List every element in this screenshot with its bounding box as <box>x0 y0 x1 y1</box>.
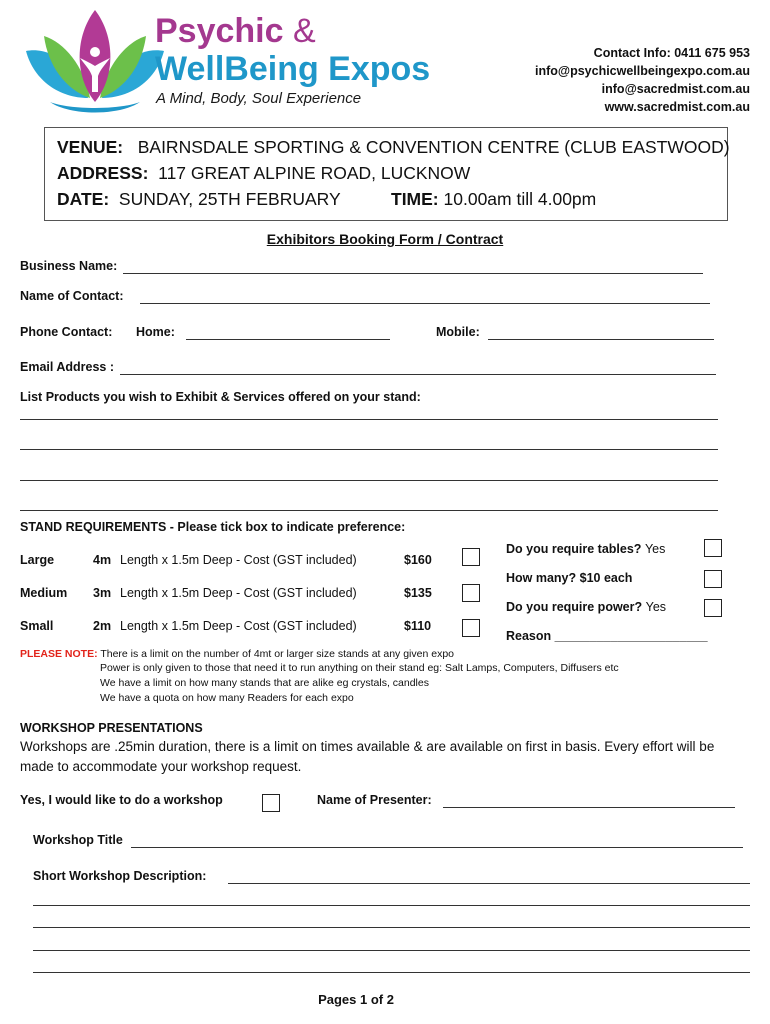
email-label: Email Address : <box>20 360 115 374</box>
stand-medium-label: Medium <box>20 586 68 600</box>
contact-website: www.sacredmist.com.au <box>604 100 750 114</box>
stand-large-size: 4m <box>93 553 112 567</box>
presenter-label: Name of Presenter: <box>317 793 432 807</box>
presenter-field[interactable] <box>443 807 735 808</box>
date-label: DATE: <box>57 189 110 209</box>
stand-medium-checkbox[interactable] <box>462 584 480 602</box>
contact-email-2: info@sacredmist.com.au <box>601 82 750 96</box>
workshop-yes-checkbox[interactable] <box>262 794 280 812</box>
email-field[interactable] <box>120 374 716 375</box>
home-phone-field[interactable] <box>186 339 390 340</box>
tables-checkbox[interactable] <box>704 539 722 557</box>
products-label: List Products you wish to Exhibit & Services offered on your stand: <box>20 390 421 404</box>
stand-large-label: Large <box>20 553 55 567</box>
time-group <box>391 186 596 212</box>
venue-label: VENUE: <box>57 137 124 157</box>
products-line-1[interactable] <box>20 419 718 420</box>
tables-yes-text: Yes <box>644 542 666 556</box>
workshop-heading: WORKSHOP PRESENTATIONS <box>20 721 203 735</box>
address-label: ADDRESS: <box>57 163 149 183</box>
how-many-checkbox[interactable] <box>704 570 722 588</box>
how-many-tables: How many? $10 each <box>506 571 633 585</box>
stand-small-checkbox[interactable] <box>462 619 480 637</box>
note-line-4: We have a quota on how many Readers for each expo <box>100 692 354 704</box>
stand-requirements-heading: STAND REQUIREMENTS - Please tick box to indicate preference: <box>20 520 406 534</box>
venue-row <box>57 134 730 160</box>
products-line-4[interactable] <box>20 510 718 511</box>
tables-question <box>506 542 665 556</box>
workshop-title-label: Workshop Title <box>33 833 123 847</box>
page-number: Pages 1 of 2 <box>318 992 394 1007</box>
power-yes-text: Yes <box>645 600 667 614</box>
tables-question-text: Do you require tables? <box>506 542 642 556</box>
brand-word-psychic: Psychic <box>155 12 284 50</box>
contact-name-field[interactable] <box>140 303 710 304</box>
note-line-3: We have a limit on how many stands that are alike eg crystals, candles <box>100 677 429 689</box>
contact-info <box>535 44 750 116</box>
workshop-desc-line-2[interactable] <box>33 905 750 906</box>
please-note-label: PLEASE NOTE: <box>20 648 98 660</box>
lotus-logo-icon <box>20 6 170 118</box>
time-value: 10.00am till 4.00pm <box>443 189 597 209</box>
power-question <box>506 600 666 614</box>
brand-title-line1 <box>155 12 316 51</box>
business-name-field[interactable] <box>123 273 703 274</box>
power-reason-field[interactable]: Reason ______________________ <box>506 629 708 643</box>
power-checkbox[interactable] <box>704 599 722 617</box>
workshop-yes-label: Yes, I would like to do a workshop <box>20 793 223 807</box>
note-line-2: Power is only given to those that need it to run anything on their stand eg: Salt Lamps, Computers, Diffusers etc <box>100 662 619 674</box>
date-row <box>57 186 715 212</box>
contact-phone: Contact Info: 0411 675 953 <box>593 46 750 60</box>
brand-tagline: A Mind, Body, Soul Experience <box>156 90 362 107</box>
workshop-desc-line-3[interactable] <box>33 927 750 928</box>
stand-small-size: 2m <box>93 619 112 633</box>
form-title: Exhibitors Booking Form / Contract <box>266 231 504 247</box>
stand-medium-size: 3m <box>93 586 112 600</box>
note-line-1 <box>20 648 454 660</box>
brand-ampersand: & <box>292 12 316 50</box>
brand-title-line2: WellBeing Expos <box>155 50 431 88</box>
stand-small-label: Small <box>20 619 54 633</box>
products-line-2[interactable] <box>20 449 718 450</box>
contact-email-1: info@psychicwellbeingexpo.com.au <box>534 64 750 78</box>
workshop-desc-line-4[interactable] <box>33 950 750 951</box>
workshop-desc-line-1[interactable] <box>228 883 750 884</box>
address-row <box>57 160 715 186</box>
stand-medium-desc: Length x 1.5m Deep - Cost (GST included) <box>120 586 357 600</box>
venue-box <box>44 127 728 221</box>
stand-medium-price: $135 <box>404 586 432 600</box>
workshop-description-text: Workshops are .25min duration, there is a limit on times available & are available on first in basis. Every effort will be made to accommodate your workshop request. <box>20 739 715 774</box>
time-label: TIME: <box>391 189 439 209</box>
contact-name-label: Name of Contact: <box>20 289 124 303</box>
workshop-desc-label: Short Workshop Description: <box>33 869 207 883</box>
date-value: SUNDAY, 25TH FEBRUARY <box>118 189 341 209</box>
workshop-title-field[interactable] <box>131 847 743 848</box>
stand-small-desc: Length x 1.5m Deep - Cost (GST included) <box>120 619 357 633</box>
home-label: Home: <box>136 325 175 339</box>
power-question-text: Do you require power? <box>506 600 643 614</box>
venue-value: BAIRNSDALE SPORTING & CONVENTION CENTRE (CLUB EASTWOOD) <box>137 137 730 157</box>
mobile-phone-field[interactable] <box>488 339 714 340</box>
stand-large-price: $160 <box>404 553 432 567</box>
stand-large-desc: Length x 1.5m Deep - Cost (GST included) <box>120 553 357 567</box>
products-line-3[interactable] <box>20 480 718 481</box>
workshop-desc-line-5[interactable] <box>33 972 750 973</box>
phone-contact-label: Phone Contact: <box>20 325 113 339</box>
address-value: 117 GREAT ALPINE ROAD, LUCKNOW <box>158 163 471 183</box>
stand-small-price: $110 <box>404 619 432 633</box>
stand-large-checkbox[interactable] <box>462 548 480 566</box>
note-line-1-text: There is a limit on the number of 4mt or larger size stands at any given expo <box>100 648 455 660</box>
business-name-label: Business Name: <box>20 259 118 273</box>
mobile-label: Mobile: <box>436 325 480 339</box>
